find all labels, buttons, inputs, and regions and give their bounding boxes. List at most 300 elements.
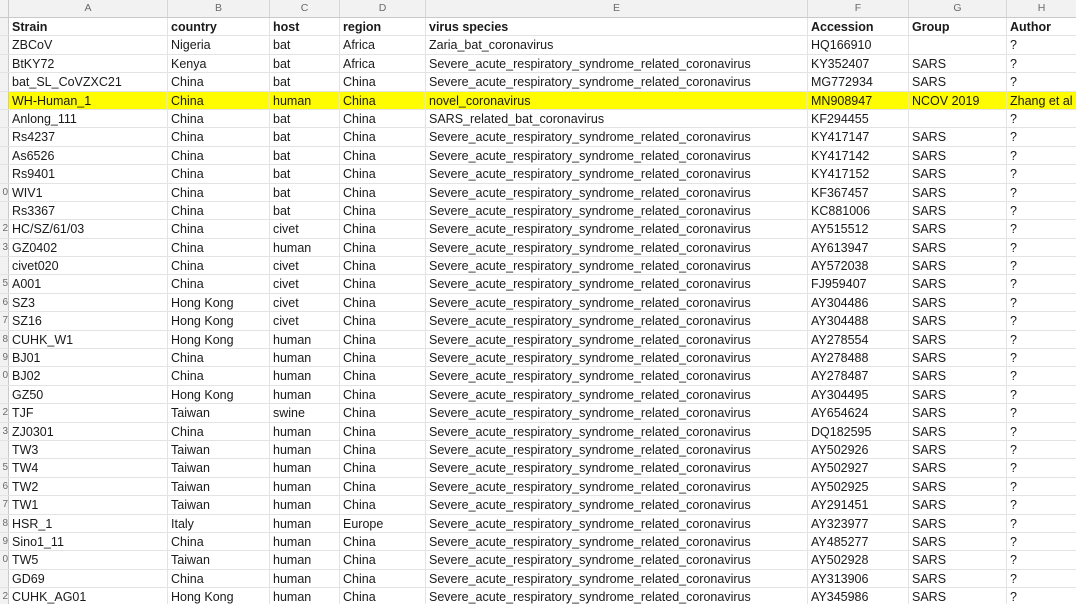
cell-strain[interactable]: WIV1 — [9, 184, 168, 201]
cell-region[interactable]: China — [340, 92, 426, 109]
row-number[interactable]: 0 — [0, 551, 9, 568]
cell-accession[interactable]: KF367457 — [808, 184, 909, 201]
row-number[interactable]: 2 — [0, 220, 9, 237]
cell-region[interactable]: China — [340, 257, 426, 274]
cell-host[interactable]: human — [270, 441, 340, 458]
cell-author[interactable]: ? — [1007, 257, 1076, 274]
cell-author[interactable]: ? — [1007, 128, 1076, 145]
cell-country[interactable]: Taiwan — [168, 478, 270, 495]
cell-virus-species[interactable]: Severe_acute_respiratory_syndrome_related_coronavirus — [426, 312, 808, 329]
select-all-corner[interactable] — [0, 0, 9, 17]
cell-group[interactable]: SARS — [909, 331, 1007, 348]
cell-country[interactable]: Hong Kong — [168, 312, 270, 329]
cell-group[interactable]: SARS — [909, 312, 1007, 329]
column-letter-c[interactable]: C — [270, 0, 340, 17]
cell-strain[interactable]: ZJ0301 — [9, 423, 168, 440]
row-number[interactable] — [0, 570, 9, 587]
cell-accession[interactable]: KY417142 — [808, 147, 909, 164]
cell-country[interactable]: China — [168, 92, 270, 109]
cell-host[interactable]: civet — [270, 275, 340, 292]
cell-host[interactable]: civet — [270, 220, 340, 237]
cell-strain[interactable]: A001 — [9, 275, 168, 292]
row-number[interactable] — [0, 386, 9, 403]
row-number[interactable] — [0, 257, 9, 274]
cell-country[interactable]: China — [168, 165, 270, 182]
column-letter-g[interactable]: G — [909, 0, 1007, 17]
cell-country[interactable]: China — [168, 239, 270, 256]
cell-group[interactable]: SARS — [909, 275, 1007, 292]
cell-region[interactable]: Africa — [340, 55, 426, 72]
cell-group[interactable]: SARS — [909, 165, 1007, 182]
cell-country[interactable]: China — [168, 220, 270, 237]
cell-strain[interactable]: ZBCoV — [9, 36, 168, 53]
row-number[interactable] — [0, 73, 9, 90]
cell-virus-species[interactable]: Severe_acute_respiratory_syndrome_related_coronavirus — [426, 349, 808, 366]
header-cell-virus-species[interactable]: virus species — [426, 18, 808, 35]
cell-author[interactable]: ? — [1007, 533, 1076, 550]
cell-virus-species[interactable]: Severe_acute_respiratory_syndrome_related_coronavirus — [426, 184, 808, 201]
cell-group[interactable]: SARS — [909, 533, 1007, 550]
cell-virus-species[interactable]: Severe_acute_respiratory_syndrome_related_coronavirus — [426, 367, 808, 384]
cell-accession[interactable]: AY313906 — [808, 570, 909, 587]
cell-accession[interactable]: AY323977 — [808, 515, 909, 532]
cell-virus-species[interactable]: Severe_acute_respiratory_syndrome_related_coronavirus — [426, 147, 808, 164]
row-number[interactable]: 9 — [0, 349, 9, 366]
column-letter-f[interactable]: F — [808, 0, 909, 17]
row-number[interactable] — [0, 128, 9, 145]
cell-accession[interactable]: KC881006 — [808, 202, 909, 219]
cell-host[interactable]: bat — [270, 184, 340, 201]
cell-country[interactable]: Italy — [168, 515, 270, 532]
cell-accession[interactable]: AY502928 — [808, 551, 909, 568]
row-number[interactable] — [0, 147, 9, 164]
cell-virus-species[interactable]: novel_coronavirus — [426, 92, 808, 109]
header-cell-host[interactable]: host — [270, 18, 340, 35]
cell-strain[interactable]: TW2 — [9, 478, 168, 495]
cell-host[interactable]: human — [270, 239, 340, 256]
cell-author[interactable]: ? — [1007, 349, 1076, 366]
cell-region[interactable]: China — [340, 184, 426, 201]
column-letter-b[interactable]: B — [168, 0, 270, 17]
cell-virus-species[interactable]: Severe_acute_respiratory_syndrome_related_coronavirus — [426, 478, 808, 495]
cell-group[interactable]: SARS — [909, 404, 1007, 421]
cell-group[interactable]: NCOV 2019 — [909, 92, 1007, 109]
cell-group[interactable]: SARS — [909, 386, 1007, 403]
cell-strain[interactable]: Rs3367 — [9, 202, 168, 219]
cell-accession[interactable]: MG772934 — [808, 73, 909, 90]
cell-virus-species[interactable]: Severe_acute_respiratory_syndrome_related_coronavirus — [426, 441, 808, 458]
cell-accession[interactable]: AY654624 — [808, 404, 909, 421]
cell-region[interactable]: China — [340, 239, 426, 256]
cell-accession[interactable]: KY417152 — [808, 165, 909, 182]
cell-host[interactable]: human — [270, 423, 340, 440]
cell-group[interactable]: SARS — [909, 55, 1007, 72]
row-number[interactable]: 9 — [0, 533, 9, 550]
cell-virus-species[interactable]: Severe_acute_respiratory_syndrome_related_coronavirus — [426, 275, 808, 292]
cell-region[interactable]: China — [340, 220, 426, 237]
cell-accession[interactable]: AY304486 — [808, 294, 909, 311]
cell-author[interactable]: ? — [1007, 386, 1076, 403]
cell-country[interactable]: China — [168, 257, 270, 274]
cell-accession[interactable]: AY502926 — [808, 441, 909, 458]
cell-author[interactable]: ? — [1007, 147, 1076, 164]
cell-host[interactable]: human — [270, 496, 340, 513]
cell-virus-species[interactable]: Severe_acute_respiratory_syndrome_related_coronavirus — [426, 257, 808, 274]
cell-group[interactable]: SARS — [909, 220, 1007, 237]
cell-strain[interactable]: CUHK_AG01 — [9, 588, 168, 604]
cell-accession[interactable]: HQ166910 — [808, 36, 909, 53]
cell-author[interactable]: ? — [1007, 220, 1076, 237]
cell-virus-species[interactable]: Severe_acute_respiratory_syndrome_related_coronavirus — [426, 220, 808, 237]
cell-host[interactable]: human — [270, 570, 340, 587]
cell-country[interactable]: Taiwan — [168, 551, 270, 568]
cell-region[interactable]: China — [340, 147, 426, 164]
cell-strain[interactable]: BtKY72 — [9, 55, 168, 72]
cell-author[interactable]: ? — [1007, 496, 1076, 513]
cell-author[interactable]: ? — [1007, 515, 1076, 532]
cell-country[interactable]: China — [168, 275, 270, 292]
cell-author[interactable]: ? — [1007, 312, 1076, 329]
cell-strain[interactable]: SZ3 — [9, 294, 168, 311]
row-number[interactable] — [0, 18, 9, 35]
cell-group[interactable]: SARS — [909, 551, 1007, 568]
row-number[interactable]: 0 — [0, 367, 9, 384]
cell-accession[interactable]: AY345986 — [808, 588, 909, 604]
cell-host[interactable]: civet — [270, 257, 340, 274]
cell-strain[interactable]: Anlong_111 — [9, 110, 168, 127]
cell-group[interactable]: SARS — [909, 423, 1007, 440]
cell-country[interactable]: Taiwan — [168, 496, 270, 513]
cell-virus-species[interactable]: Severe_acute_respiratory_syndrome_related_coronavirus — [426, 551, 808, 568]
cell-region[interactable]: Europe — [340, 515, 426, 532]
cell-accession[interactable]: DQ182595 — [808, 423, 909, 440]
cell-host[interactable]: human — [270, 551, 340, 568]
cell-group[interactable]: SARS — [909, 73, 1007, 90]
cell-region[interactable]: China — [340, 331, 426, 348]
cell-group[interactable] — [909, 36, 1007, 53]
cell-host[interactable]: swine — [270, 404, 340, 421]
cell-virus-species[interactable]: SARS_related_bat_coronavirus — [426, 110, 808, 127]
cell-strain[interactable]: HC/SZ/61/03 — [9, 220, 168, 237]
cell-strain[interactable]: TW5 — [9, 551, 168, 568]
cell-group[interactable]: SARS — [909, 294, 1007, 311]
cell-strain[interactable]: GZ0402 — [9, 239, 168, 256]
header-cell-region[interactable]: region — [340, 18, 426, 35]
row-number[interactable]: 0 — [0, 184, 9, 201]
cell-region[interactable]: China — [340, 294, 426, 311]
cell-country[interactable]: Hong Kong — [168, 331, 270, 348]
cell-author[interactable]: ? — [1007, 459, 1076, 476]
cell-accession[interactable]: AY613947 — [808, 239, 909, 256]
cell-country[interactable]: China — [168, 110, 270, 127]
cell-virus-species[interactable]: Severe_acute_respiratory_syndrome_related_coronavirus — [426, 55, 808, 72]
cell-accession[interactable]: KY417147 — [808, 128, 909, 145]
cell-host[interactable]: human — [270, 386, 340, 403]
cell-strain[interactable]: WH-Human_1 — [9, 92, 168, 109]
cell-accession[interactable]: AY278488 — [808, 349, 909, 366]
cell-group[interactable]: SARS — [909, 128, 1007, 145]
header-cell-author[interactable]: Author — [1007, 18, 1076, 35]
cell-author[interactable]: ? — [1007, 588, 1076, 604]
cell-strain[interactable]: TW4 — [9, 459, 168, 476]
cell-host[interactable]: bat — [270, 147, 340, 164]
row-number[interactable] — [0, 110, 9, 127]
cell-region[interactable]: China — [340, 367, 426, 384]
cell-host[interactable]: bat — [270, 128, 340, 145]
cell-accession[interactable]: KF294455 — [808, 110, 909, 127]
row-number[interactable] — [0, 36, 9, 53]
cell-country[interactable]: China — [168, 184, 270, 201]
cell-host[interactable]: civet — [270, 312, 340, 329]
row-number[interactable]: 2 — [0, 588, 9, 604]
row-number[interactable]: 8 — [0, 331, 9, 348]
cell-author[interactable]: ? — [1007, 275, 1076, 292]
cell-strain[interactable]: GZ50 — [9, 386, 168, 403]
cell-author[interactable]: ? — [1007, 478, 1076, 495]
cell-virus-species[interactable]: Severe_acute_respiratory_syndrome_related_coronavirus — [426, 459, 808, 476]
row-number[interactable] — [0, 165, 9, 182]
cell-region[interactable]: China — [340, 441, 426, 458]
cell-country[interactable]: China — [168, 349, 270, 366]
cell-virus-species[interactable]: Severe_acute_respiratory_syndrome_related_coronavirus — [426, 73, 808, 90]
cell-country[interactable]: China — [168, 147, 270, 164]
cell-author[interactable]: ? — [1007, 423, 1076, 440]
cell-author[interactable]: ? — [1007, 202, 1076, 219]
cell-strain[interactable]: BJ01 — [9, 349, 168, 366]
column-letter-h[interactable]: H — [1007, 0, 1076, 17]
cell-country[interactable]: China — [168, 128, 270, 145]
cell-strain[interactable]: GD69 — [9, 570, 168, 587]
cell-host[interactable]: bat — [270, 55, 340, 72]
cell-region[interactable]: China — [340, 128, 426, 145]
header-cell-strain[interactable]: Strain — [9, 18, 168, 35]
cell-author[interactable]: ? — [1007, 36, 1076, 53]
cell-accession[interactable]: AY304488 — [808, 312, 909, 329]
cell-author[interactable]: ? — [1007, 551, 1076, 568]
cell-virus-species[interactable]: Severe_acute_respiratory_syndrome_related_coronavirus — [426, 128, 808, 145]
cell-host[interactable]: human — [270, 515, 340, 532]
cell-accession[interactable]: AY502925 — [808, 478, 909, 495]
cell-region[interactable]: China — [340, 478, 426, 495]
cell-host[interactable]: human — [270, 349, 340, 366]
cell-virus-species[interactable]: Severe_acute_respiratory_syndrome_related_coronavirus — [426, 423, 808, 440]
cell-region[interactable]: China — [340, 202, 426, 219]
cell-region[interactable]: China — [340, 588, 426, 604]
cell-country[interactable]: Hong Kong — [168, 294, 270, 311]
cell-strain[interactable]: TW1 — [9, 496, 168, 513]
cell-virus-species[interactable]: Severe_acute_respiratory_syndrome_related_coronavirus — [426, 294, 808, 311]
cell-strain[interactable]: HSR_1 — [9, 515, 168, 532]
row-number[interactable]: 8 — [0, 515, 9, 532]
cell-accession[interactable]: MN908947 — [808, 92, 909, 109]
cell-region[interactable]: China — [340, 386, 426, 403]
cell-author[interactable]: ? — [1007, 570, 1076, 587]
cell-region[interactable]: China — [340, 533, 426, 550]
cell-country[interactable]: China — [168, 73, 270, 90]
cell-group[interactable]: SARS — [909, 202, 1007, 219]
cell-accession[interactable]: AY278487 — [808, 367, 909, 384]
cell-host[interactable]: human — [270, 478, 340, 495]
cell-group[interactable]: SARS — [909, 515, 1007, 532]
cell-strain[interactable]: As6526 — [9, 147, 168, 164]
row-number[interactable]: 7 — [0, 312, 9, 329]
row-number[interactable]: 5 — [0, 459, 9, 476]
cell-author[interactable]: ? — [1007, 55, 1076, 72]
table-row — [0, 386, 1076, 404]
cell-strain[interactable]: SZ16 — [9, 312, 168, 329]
cell-virus-species[interactable]: Severe_acute_respiratory_syndrome_related_coronavirus — [426, 515, 808, 532]
cell-strain[interactable]: civet020 — [9, 257, 168, 274]
row-number[interactable]: 6 — [0, 478, 9, 495]
row-number[interactable]: 6 — [0, 294, 9, 311]
row-number[interactable] — [0, 441, 9, 458]
row-number[interactable]: 5 — [0, 275, 9, 292]
cell-host[interactable]: human — [270, 331, 340, 348]
cell-author[interactable]: ? — [1007, 165, 1076, 182]
cell-host[interactable]: civet — [270, 294, 340, 311]
cell-group[interactable]: SARS — [909, 257, 1007, 274]
cell-virus-species[interactable]: Severe_acute_respiratory_syndrome_related_coronavirus — [426, 588, 808, 604]
cell-region[interactable]: China — [340, 551, 426, 568]
cell-host[interactable]: human — [270, 367, 340, 384]
row-number[interactable]: 3 — [0, 239, 9, 256]
cell-strain[interactable]: TW3 — [9, 441, 168, 458]
column-letter-d[interactable]: D — [340, 0, 426, 17]
cell-region[interactable]: China — [340, 404, 426, 421]
cell-country[interactable]: China — [168, 423, 270, 440]
cell-country[interactable]: China — [168, 367, 270, 384]
cell-country[interactable]: Taiwan — [168, 441, 270, 458]
cell-group[interactable]: SARS — [909, 147, 1007, 164]
row-number[interactable] — [0, 55, 9, 72]
cell-virus-species[interactable]: Severe_acute_respiratory_syndrome_related_coronavirus — [426, 570, 808, 587]
header-cell-group[interactable]: Group — [909, 18, 1007, 35]
cell-region[interactable]: China — [340, 459, 426, 476]
cell-group[interactable]: SARS — [909, 588, 1007, 604]
cell-author[interactable]: ? — [1007, 110, 1076, 127]
cell-country[interactable]: China — [168, 570, 270, 587]
cell-strain[interactable]: TJF — [9, 404, 168, 421]
cell-region[interactable]: China — [340, 110, 426, 127]
cell-region[interactable]: China — [340, 165, 426, 182]
cell-host[interactable]: bat — [270, 202, 340, 219]
cell-accession[interactable]: AY304495 — [808, 386, 909, 403]
row-number[interactable]: 3 — [0, 423, 9, 440]
cell-accession[interactable]: AY278554 — [808, 331, 909, 348]
cell-strain[interactable]: Rs9401 — [9, 165, 168, 182]
cell-accession[interactable]: AY485277 — [808, 533, 909, 550]
cell-strain[interactable]: Rs4237 — [9, 128, 168, 145]
cell-region[interactable]: China — [340, 275, 426, 292]
cell-region[interactable]: China — [340, 73, 426, 90]
cell-author[interactable]: ? — [1007, 73, 1076, 90]
cell-country[interactable]: Kenya — [168, 55, 270, 72]
cell-accession[interactable]: AY515512 — [808, 220, 909, 237]
cell-strain[interactable]: CUHK_W1 — [9, 331, 168, 348]
table-row — [0, 533, 1076, 551]
cell-author[interactable]: ? — [1007, 294, 1076, 311]
cell-virus-species[interactable]: Severe_acute_respiratory_syndrome_related_coronavirus — [426, 239, 808, 256]
cell-country[interactable]: China — [168, 533, 270, 550]
cell-region[interactable]: China — [340, 496, 426, 513]
row-number[interactable] — [0, 202, 9, 219]
cell-accession[interactable]: FJ959407 — [808, 275, 909, 292]
cell-region[interactable]: Africa — [340, 36, 426, 53]
cell-virus-species[interactable]: Severe_acute_respiratory_syndrome_related_coronavirus — [426, 165, 808, 182]
table-row — [0, 128, 1076, 146]
cell-group[interactable]: SARS — [909, 441, 1007, 458]
cell-author[interactable]: ? — [1007, 331, 1076, 348]
cell-virus-species[interactable]: Severe_acute_respiratory_syndrome_related_coronavirus — [426, 533, 808, 550]
cell-group[interactable]: SARS — [909, 459, 1007, 476]
cell-country[interactable]: Taiwan — [168, 404, 270, 421]
cell-group[interactable]: SARS — [909, 239, 1007, 256]
column-letter-e[interactable]: E — [426, 0, 808, 17]
cell-author[interactable]: ? — [1007, 404, 1076, 421]
cell-author[interactable]: ? — [1007, 239, 1076, 256]
header-cell-country[interactable]: country — [168, 18, 270, 35]
cell-country[interactable]: Hong Kong — [168, 386, 270, 403]
cell-host[interactable]: human — [270, 459, 340, 476]
cell-group[interactable]: SARS — [909, 349, 1007, 366]
row-number[interactable]: 2 — [0, 404, 9, 421]
cell-virus-species[interactable]: Severe_acute_respiratory_syndrome_related_coronavirus — [426, 331, 808, 348]
cell-host[interactable]: bat — [270, 73, 340, 90]
row-number[interactable]: 7 — [0, 496, 9, 513]
cell-group[interactable]: SARS — [909, 496, 1007, 513]
cell-accession[interactable]: AY572038 — [808, 257, 909, 274]
header-cell-accession[interactable]: Accession — [808, 18, 909, 35]
cell-region[interactable]: China — [340, 312, 426, 329]
cell-host[interactable]: bat — [270, 36, 340, 53]
cell-author[interactable]: ? — [1007, 441, 1076, 458]
cell-virus-species[interactable]: Severe_acute_respiratory_syndrome_related_coronavirus — [426, 404, 808, 421]
cell-host[interactable]: human — [270, 588, 340, 604]
cell-region[interactable]: China — [340, 423, 426, 440]
cell-region[interactable]: China — [340, 349, 426, 366]
cell-strain[interactable]: Sino1_11 — [9, 533, 168, 550]
cell-group[interactable]: SARS — [909, 478, 1007, 495]
cell-strain[interactable]: BJ02 — [9, 367, 168, 384]
cell-author[interactable]: ? — [1007, 367, 1076, 384]
cell-country[interactable]: Nigeria — [168, 36, 270, 53]
cell-group[interactable] — [909, 110, 1007, 127]
cell-host[interactable]: human — [270, 533, 340, 550]
cell-virus-species[interactable]: Severe_acute_respiratory_syndrome_related_coronavirus — [426, 202, 808, 219]
row-number[interactable] — [0, 92, 9, 109]
column-letter-a[interactable]: A — [9, 0, 168, 17]
cell-country[interactable]: Taiwan — [168, 459, 270, 476]
cell-author[interactable]: ? — [1007, 184, 1076, 201]
cell-host[interactable]: bat — [270, 110, 340, 127]
cell-accession[interactable]: KY352407 — [808, 55, 909, 72]
cell-author[interactable]: Zhang et al — [1007, 92, 1076, 109]
cell-virus-species[interactable]: Zaria_bat_coronavirus — [426, 36, 808, 53]
cell-accession[interactable]: AY291451 — [808, 496, 909, 513]
cell-group[interactable]: SARS — [909, 570, 1007, 587]
cell-virus-species[interactable]: Severe_acute_respiratory_syndrome_related_coronavirus — [426, 496, 808, 513]
cell-accession[interactable]: AY502927 — [808, 459, 909, 476]
cell-strain[interactable]: bat_SL_CoVZXC21 — [9, 73, 168, 90]
cell-host[interactable]: human — [270, 92, 340, 109]
cell-country[interactable]: China — [168, 202, 270, 219]
cell-host[interactable]: bat — [270, 165, 340, 182]
cell-region[interactable]: China — [340, 570, 426, 587]
cell-group[interactable]: SARS — [909, 184, 1007, 201]
cell-group[interactable]: SARS — [909, 367, 1007, 384]
cell-virus-species[interactable]: Severe_acute_respiratory_syndrome_related_coronavirus — [426, 386, 808, 403]
cell-country[interactable]: Hong Kong — [168, 588, 270, 604]
